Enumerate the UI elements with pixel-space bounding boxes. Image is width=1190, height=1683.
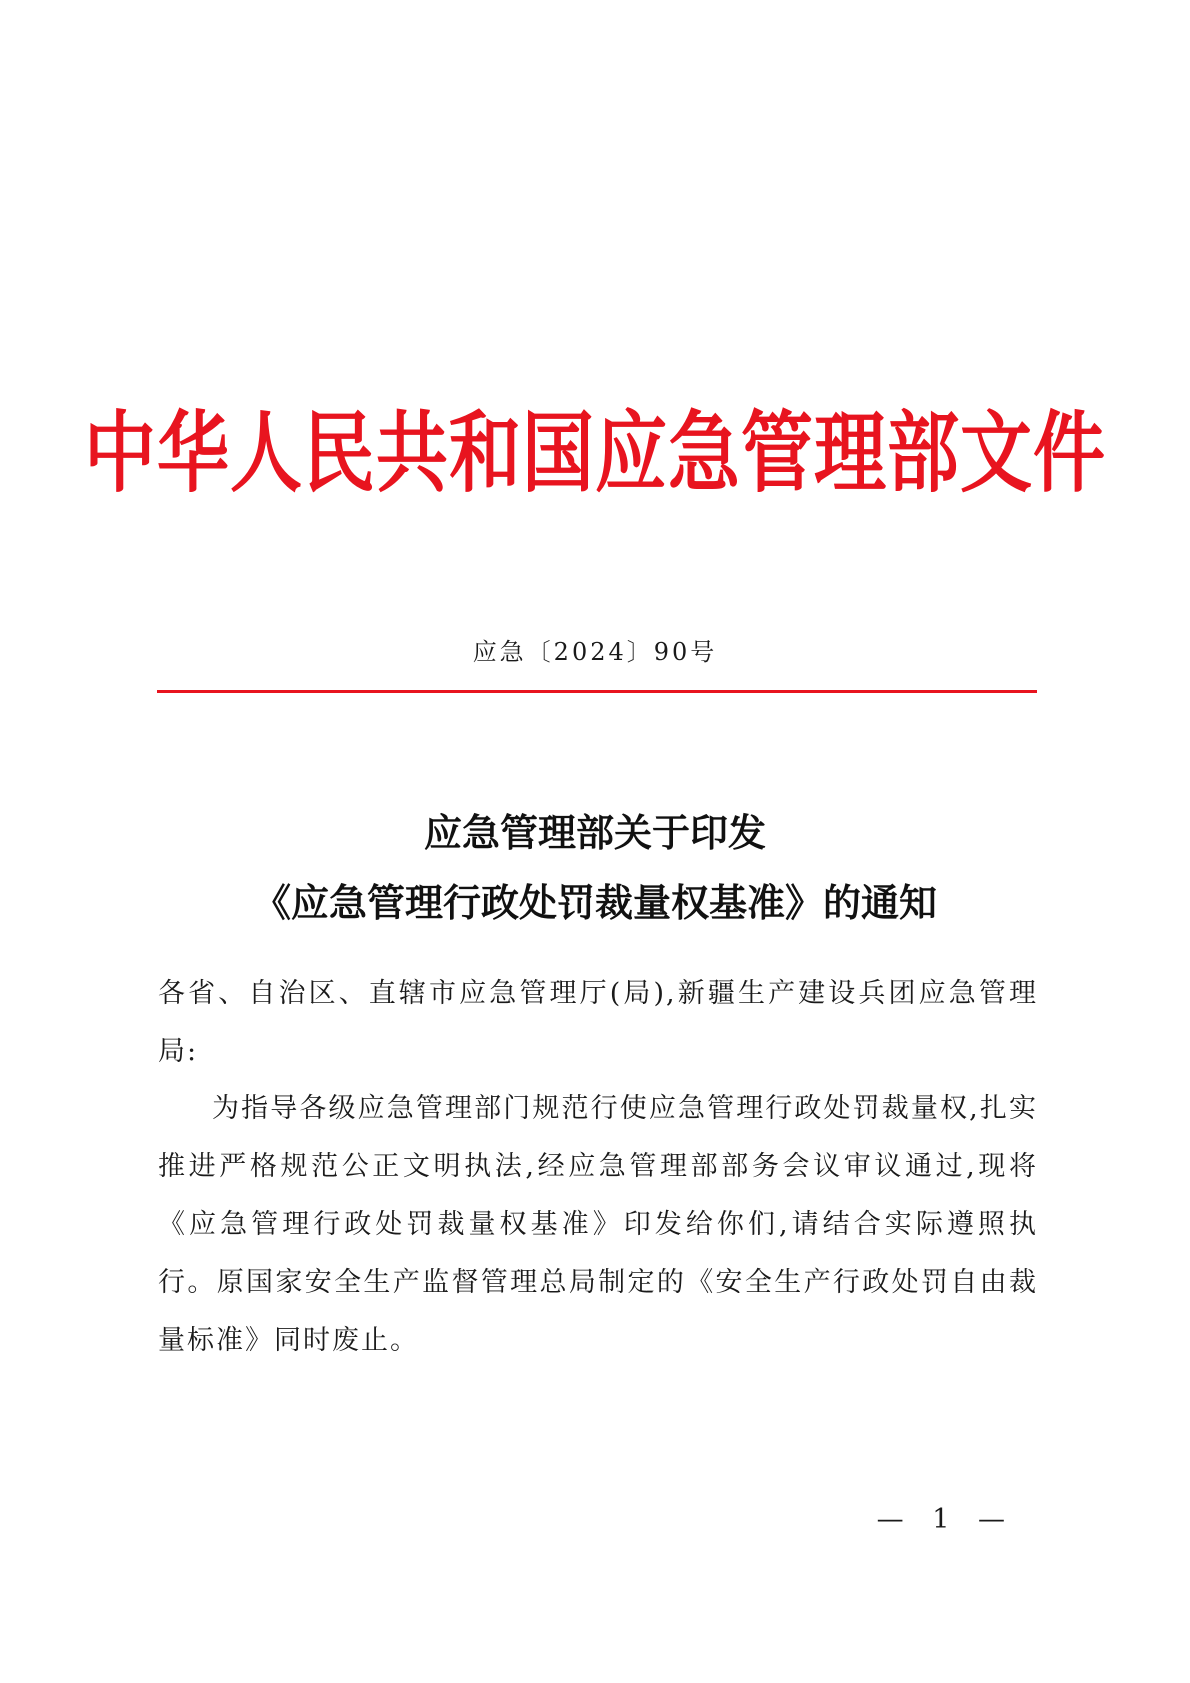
document-masthead: 中华人民共和国应急管理部文件 <box>83 401 1106 505</box>
notice-title-line-2: 《应急管理行政处罚裁量权基准》的通知 <box>252 880 937 925</box>
document-number: 应急〔2024〕90号 <box>472 638 718 666</box>
page-number: — 1 — <box>876 1504 1015 1535</box>
red-divider-line <box>157 690 1037 693</box>
notice-title-line-1: 应急管理部关于印发 <box>423 810 766 855</box>
body-paragraph: 为指导各级应急管理部门规范行使应急管理行政处罚裁量权,扎实推进严格规范公正文明执法,经应急管理部部务会议审议通过,现将《应急管理行政处罚裁量权基准》印发给你们,请结合实际遵照执行。原国家安全生产监督管理总局制定的《安全生产行政处罚自由裁量标准》同时废止。 <box>158 1093 1038 1356</box>
salutation: 各省、自治区、直辖市应急管理厅(局),新疆生产建设兵团应急管理局: <box>158 978 1038 1067</box>
